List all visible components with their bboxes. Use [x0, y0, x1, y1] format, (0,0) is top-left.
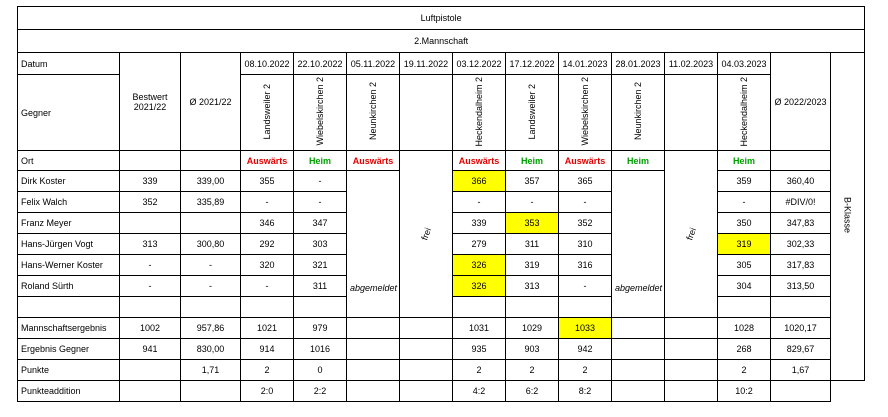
score-cell: 305	[718, 255, 771, 276]
empty-cell	[241, 297, 294, 318]
date-cell: 11.02.2023	[665, 53, 718, 75]
empty-cell	[347, 339, 400, 360]
score-cell: 903	[506, 339, 559, 360]
empty-cell	[181, 151, 241, 171]
score-cell: 292	[241, 234, 294, 255]
score-cell: -	[718, 192, 771, 213]
best-prev-header: Bestwert 2021/22	[120, 53, 181, 151]
best-score	[120, 381, 181, 402]
empty-cell	[347, 318, 400, 339]
best-score	[120, 213, 181, 234]
opponent-cell	[294, 75, 347, 151]
opponent-cell	[400, 75, 453, 151]
withdrawn-label: abgemeldet	[615, 283, 663, 293]
best-score: 313	[120, 234, 181, 255]
location-home: Heim	[612, 151, 665, 171]
score-cell: 319	[718, 234, 771, 255]
location-home: Heim	[294, 151, 347, 171]
score-cell: 352	[559, 213, 612, 234]
score-cell: 8:2	[559, 381, 612, 402]
empty-cell	[612, 318, 665, 339]
empty-cell	[400, 381, 453, 402]
score-cell: 366	[453, 171, 506, 192]
opponent-name: Neunkirchen 2	[633, 82, 643, 141]
empty-cell	[506, 297, 559, 318]
avg-cur: 1020,17	[771, 318, 831, 339]
score-cell: 365	[559, 171, 612, 192]
empty-cell	[612, 360, 665, 381]
location-home: Heim	[506, 151, 559, 171]
empty-cell	[453, 297, 506, 318]
opponent-name: Landsweiler 2	[262, 83, 272, 140]
score-cell: -	[506, 192, 559, 213]
avg-prev: 830,00	[181, 339, 241, 360]
league-class	[831, 53, 865, 381]
score-cell: 2	[241, 360, 294, 381]
withdrawn-cell	[347, 171, 400, 318]
best-score: -	[120, 255, 181, 276]
location-row-label: Ort	[18, 151, 120, 171]
avg-prev: -	[181, 255, 241, 276]
empty-cell	[120, 151, 181, 171]
location-home: Heim	[718, 151, 771, 171]
date-cell: 04.03.2023	[718, 53, 771, 75]
opponent-cell	[559, 75, 612, 151]
avg-cur-header: Ø 2022/2023	[771, 53, 831, 151]
score-cell: 268	[718, 339, 771, 360]
score-cell: 2:2	[294, 381, 347, 402]
empty-cell	[612, 381, 665, 402]
date-cell: 28.01.2023	[612, 53, 665, 75]
empty-cell	[665, 339, 718, 360]
score-cell: 339	[453, 213, 506, 234]
avg-cur: #DIV/0!	[771, 192, 831, 213]
best-score	[120, 360, 181, 381]
score-cell: 357	[506, 171, 559, 192]
score-cell: 326	[453, 276, 506, 297]
score-cell: 4:2	[453, 381, 506, 402]
score-cell: 347	[294, 213, 347, 234]
date-cell: 22.10.2022	[294, 53, 347, 75]
player-name: Dirk Koster	[18, 171, 120, 192]
avg-prev: 339,00	[181, 171, 241, 192]
player-name: Roland Sürth	[18, 276, 120, 297]
score-cell: 346	[241, 213, 294, 234]
empty-cell	[559, 297, 612, 318]
score-cell: 2:0	[241, 381, 294, 402]
avg-prev-header: Ø 2021/22	[181, 53, 241, 151]
sheet-title: Luftpistole	[18, 7, 865, 30]
opponent-name: Heckendalheim 2	[739, 76, 749, 147]
score-cell: 914	[241, 339, 294, 360]
score-cell: 979	[294, 318, 347, 339]
score-cell: 10:2	[718, 381, 771, 402]
avg-prev: 957,86	[181, 318, 241, 339]
opponent-name: Neunkirchen 2	[368, 82, 378, 141]
score-cell: 310	[559, 234, 612, 255]
score-cell: -	[294, 192, 347, 213]
withdrawn-cell	[612, 171, 665, 318]
best-score: 1002	[120, 318, 181, 339]
avg-cur: 313,50	[771, 276, 831, 297]
avg-cur: 829,67	[771, 339, 831, 360]
empty-cell	[612, 339, 665, 360]
bye-cell	[665, 151, 718, 318]
opponent-cell	[665, 75, 718, 151]
player-name: Hans-Werner Koster	[18, 255, 120, 276]
player-name: Felix Walch	[18, 192, 120, 213]
score-cell: 0	[294, 360, 347, 381]
results-table	[17, 6, 865, 402]
score-cell: -	[241, 192, 294, 213]
empty-cell	[771, 297, 831, 318]
summary-label: Punkteaddition	[18, 381, 120, 402]
location-away: Auswärts	[241, 151, 294, 171]
score-cell: 279	[453, 234, 506, 255]
score-cell: 304	[718, 276, 771, 297]
bye-label: frei	[419, 226, 433, 242]
score-cell: 2	[506, 360, 559, 381]
empty-cell	[718, 297, 771, 318]
location-away: Auswärts	[347, 151, 400, 171]
opponent-name: Heckendalheim 2	[474, 76, 484, 147]
score-cell: 313	[506, 276, 559, 297]
opponent-row-label: Gegner	[18, 75, 120, 151]
avg-cur: 347,83	[771, 213, 831, 234]
score-cell: -	[241, 276, 294, 297]
score-cell: 1033	[559, 318, 612, 339]
score-cell: 1021	[241, 318, 294, 339]
empty-cell	[665, 360, 718, 381]
score-cell: -	[294, 171, 347, 192]
score-cell: 1029	[506, 318, 559, 339]
empty-cell	[347, 381, 400, 402]
empty-cell	[18, 297, 120, 318]
avg-prev: 300,80	[181, 234, 241, 255]
team-name: 2.Mannschaft	[18, 30, 865, 53]
score-cell: 320	[241, 255, 294, 276]
score-cell: 355	[241, 171, 294, 192]
date-cell: 08.10.2022	[241, 53, 294, 75]
date-cell: 19.11.2022	[400, 53, 453, 75]
opponent-name: Landsweiler 2	[527, 83, 537, 140]
best-score: 339	[120, 171, 181, 192]
empty-cell	[347, 360, 400, 381]
avg-cur: 317,83	[771, 255, 831, 276]
empty-cell	[400, 360, 453, 381]
score-cell: 942	[559, 339, 612, 360]
avg-prev: 335,89	[181, 192, 241, 213]
opponent-cell	[718, 75, 771, 151]
opponent-name: Wiebelskirchen 2	[315, 77, 325, 146]
score-cell: 935	[453, 339, 506, 360]
opponent-cell	[612, 75, 665, 151]
score-cell: 353	[506, 213, 559, 234]
opponent-name: Wiebelskirchen 2	[580, 77, 590, 146]
opponent-cell	[453, 75, 506, 151]
score-cell: 326	[453, 255, 506, 276]
score-cell: 319	[506, 255, 559, 276]
opponent-cell	[347, 75, 400, 151]
score-cell: 1031	[453, 318, 506, 339]
score-cell: -	[559, 276, 612, 297]
score-cell: 316	[559, 255, 612, 276]
score-cell: 2	[718, 360, 771, 381]
score-cell: 321	[294, 255, 347, 276]
player-name: Franz Meyer	[18, 213, 120, 234]
avg-cur: 1,67	[771, 360, 831, 381]
date-cell: 05.11.2022	[347, 53, 400, 75]
best-score: -	[120, 276, 181, 297]
withdrawn-label: abgemeldet	[350, 283, 398, 293]
date-cell: 14.01.2023	[559, 53, 612, 75]
empty-cell	[120, 297, 181, 318]
summary-label: Punkte	[18, 360, 120, 381]
player-name: Hans-Jürgen Vogt	[18, 234, 120, 255]
empty-cell	[400, 318, 453, 339]
score-cell: 1016	[294, 339, 347, 360]
date-cell: 03.12.2022	[453, 53, 506, 75]
score-cell: 359	[718, 171, 771, 192]
avg-prev	[181, 381, 241, 402]
opponent-cell	[506, 75, 559, 151]
score-cell: 2	[453, 360, 506, 381]
avg-prev: -	[181, 276, 241, 297]
avg-cur: 302,33	[771, 234, 831, 255]
best-score: 352	[120, 192, 181, 213]
avg-cur: 360,40	[771, 171, 831, 192]
score-cell: 2	[559, 360, 612, 381]
empty-cell	[665, 318, 718, 339]
avg-prev: 1,71	[181, 360, 241, 381]
empty-cell	[771, 151, 831, 171]
empty-cell	[294, 297, 347, 318]
bye-label: frei	[684, 226, 698, 242]
avg-cur	[771, 381, 831, 402]
score-cell: 1028	[718, 318, 771, 339]
date-cell: 17.12.2022	[506, 53, 559, 75]
empty-cell	[665, 381, 718, 402]
opponent-cell	[241, 75, 294, 151]
score-cell: 303	[294, 234, 347, 255]
location-away: Auswärts	[559, 151, 612, 171]
score-cell: 311	[506, 234, 559, 255]
score-cell: 6:2	[506, 381, 559, 402]
best-score: 941	[120, 339, 181, 360]
location-away: Auswärts	[453, 151, 506, 171]
avg-prev	[181, 213, 241, 234]
score-cell: 311	[294, 276, 347, 297]
summary-label: Mannschaftsergebnis	[18, 318, 120, 339]
date-row-label: Datum	[18, 53, 120, 75]
bye-cell	[400, 151, 453, 318]
league-class-label: B-Klasse	[842, 197, 853, 234]
summary-label: Ergebnis Gegner	[18, 339, 120, 360]
score-cell: -	[453, 192, 506, 213]
score-cell: 350	[718, 213, 771, 234]
score-cell: -	[559, 192, 612, 213]
empty-cell	[181, 297, 241, 318]
empty-cell	[400, 339, 453, 360]
